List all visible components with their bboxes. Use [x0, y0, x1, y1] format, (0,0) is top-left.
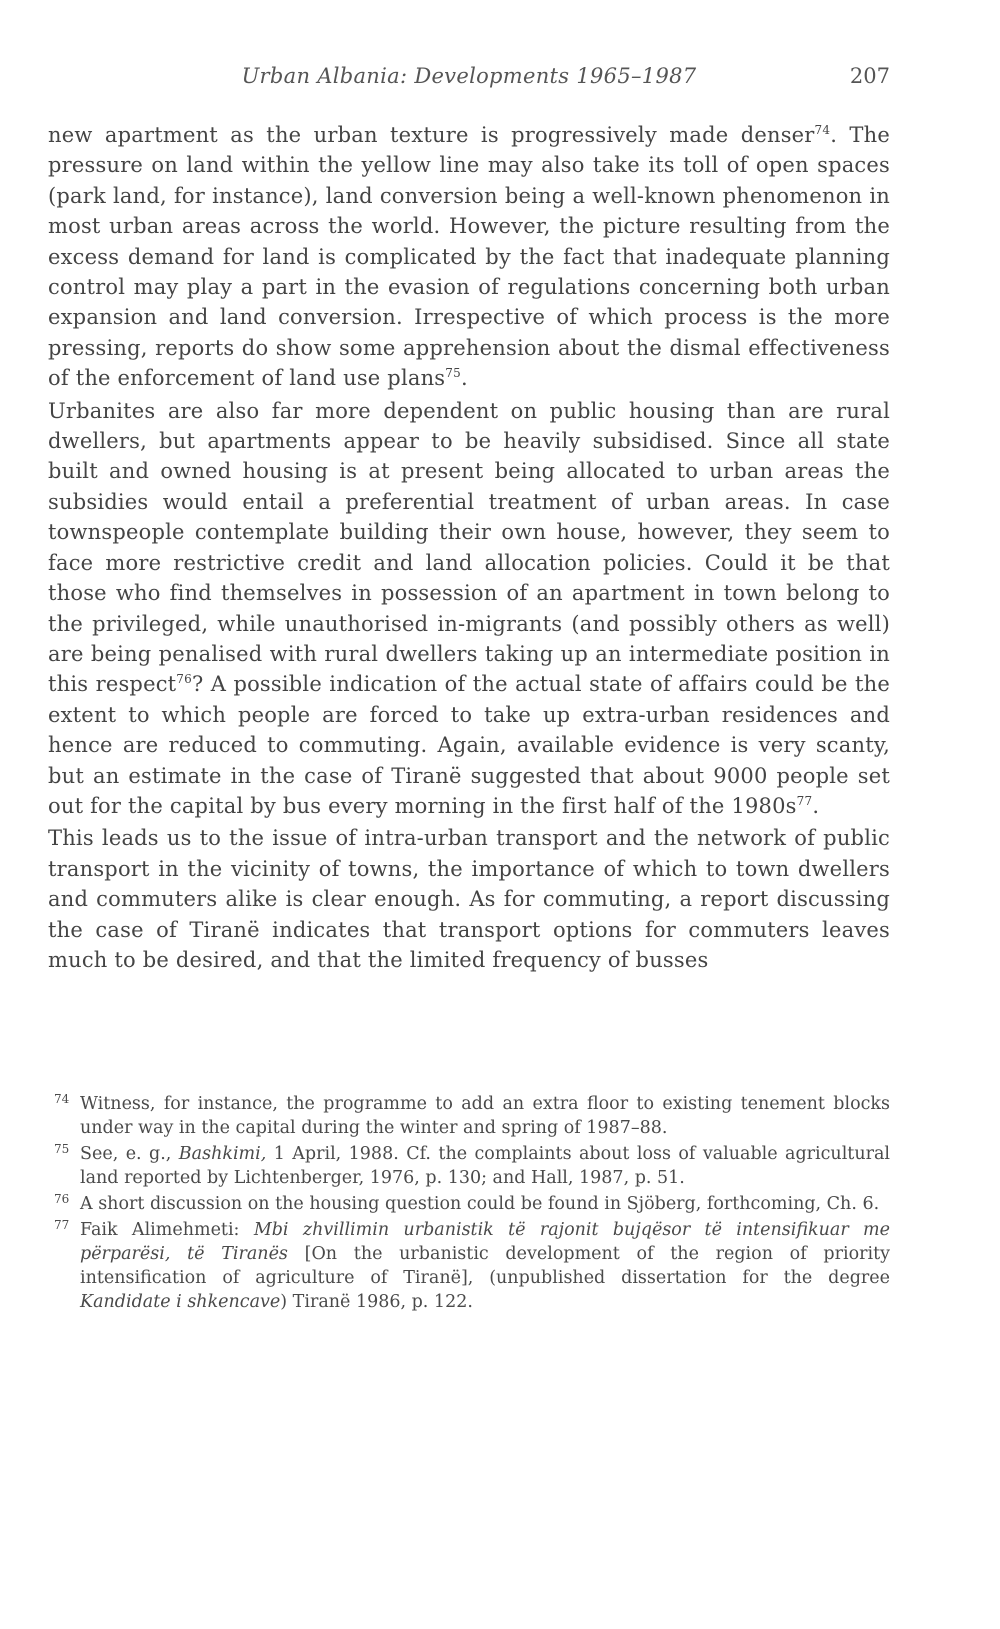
footnote-number: 74 — [54, 1092, 70, 1106]
paragraph-text: This leads us to the issue of intra-urban transport and the network of public transport in the vicinity of towns, the importance of which to town dwellers and commuters alike is clear enough. As for commuting, a report discussing the case of Tiranë indicates that transport options for commuters leaves much to be desired, and that the limited frequency of busses — [48, 826, 890, 972]
footnotes — [48, 1092, 890, 1316]
footnote-76 — [48, 1192, 890, 1216]
footnote-ref-75: 75 — [445, 366, 461, 381]
page-number: 207 — [849, 64, 890, 88]
footnote-text: A short discussion on the housing question could be found in Sjöberg, forthcoming, Ch. 6. — [80, 1194, 880, 1214]
paragraph-text: . — [812, 793, 820, 818]
paragraph-text: ? A possible indication of the actual state of affairs could be the extent to which people are forced to take up extra-urban residences and hence are reduced to commuting. Again, available evidence is very scanty, but an estimate in the case of Tiranë suggested that about 9000 people set out for the capital by bus every morning in the first half of the 1980s — [48, 672, 890, 818]
footnote-text: [On the urbanistic development of the region of priority intensification of agriculture of Tiranë], (unpublished dissertation for the degree — [80, 1244, 890, 1288]
paragraph-text: . The pressure on land within the yellow line may also take its toll of open spaces (park land, for instance), land conversion being a well-known phenomenon in most urban areas across the world. However, the picture resulting from the excess demand for land is complicated by the fact that inadequate planning control may play a part in the evasion of regulations concerning both urban expansion and land conversion. Irrespective of which process is the more pressing, reports do show some apprehension about the dismal effectiveness of the enforcement of land use plans — [48, 123, 890, 391]
footnote-ref-77: 77 — [796, 793, 813, 808]
paragraph-2 — [48, 396, 890, 822]
paragraph-1 — [48, 120, 890, 394]
paragraph-3 — [48, 823, 890, 975]
footnote-text: 1 April, 1988. Cf. the complaints about loss of valuable agricultural land reported by Lichtenberger, 1976, p. 130; and Hall, 1987, p. 51. — [80, 1144, 890, 1188]
footnote-text: See, e. g., — [80, 1144, 179, 1164]
body-text — [48, 120, 890, 975]
footnote-italic: Kandidate i shkencave — [80, 1292, 281, 1312]
running-head — [48, 64, 890, 94]
paragraph-text: Urbanites are also far more dependent on public housing than are rural dwellers, but apartments appear to be heavily subsidised. Since all state built and owned housing is at present being allocated to urban areas the subsidies would entail a preferential treatment of urban areas. In case townspeople contemplate building their own house, however, they seem to face more restrictive credit and land allocation policies. Could it be that those who find themselves in possession of an apartment in town belong to the privileged, while unauthorised in-migrants (and possibly others as well) are being penalised with rural dwellers taking up an intermediate position in this respect — [48, 398, 890, 697]
footnote-text: ) Tiranë 1986, p. 122. — [280, 1292, 473, 1312]
footnote-number: 75 — [54, 1142, 70, 1156]
footnote-75 — [48, 1142, 890, 1190]
running-title: Urban Albania: Developments 1965–1987 — [241, 64, 697, 88]
footnote-text: Faik Alimehmeti: — [80, 1220, 254, 1240]
footnote-number: 76 — [54, 1192, 70, 1206]
footnote-number: 77 — [54, 1218, 70, 1232]
footnote-text: Witness, for instance, the programme to add an extra floor to existing tenement blocks under way in the capital during the winter and spring of 1987–88. — [80, 1094, 890, 1138]
footnote-74 — [48, 1092, 890, 1140]
footnote-italic: Mbi zhvillimin urbanistik të rajonit bujqësor të intensifikuar me përparësi, të Tiranës — [80, 1220, 891, 1264]
paragraph-text: new apartment as the urban texture is progressively made denser — [48, 123, 815, 147]
footnote-ref-76: 76 — [176, 672, 192, 687]
footnote-italic: Bashkimi, — [178, 1144, 267, 1164]
footnote-ref-74: 74 — [814, 123, 831, 137]
paragraph-text: . — [460, 366, 468, 391]
footnote-77 — [48, 1218, 890, 1314]
